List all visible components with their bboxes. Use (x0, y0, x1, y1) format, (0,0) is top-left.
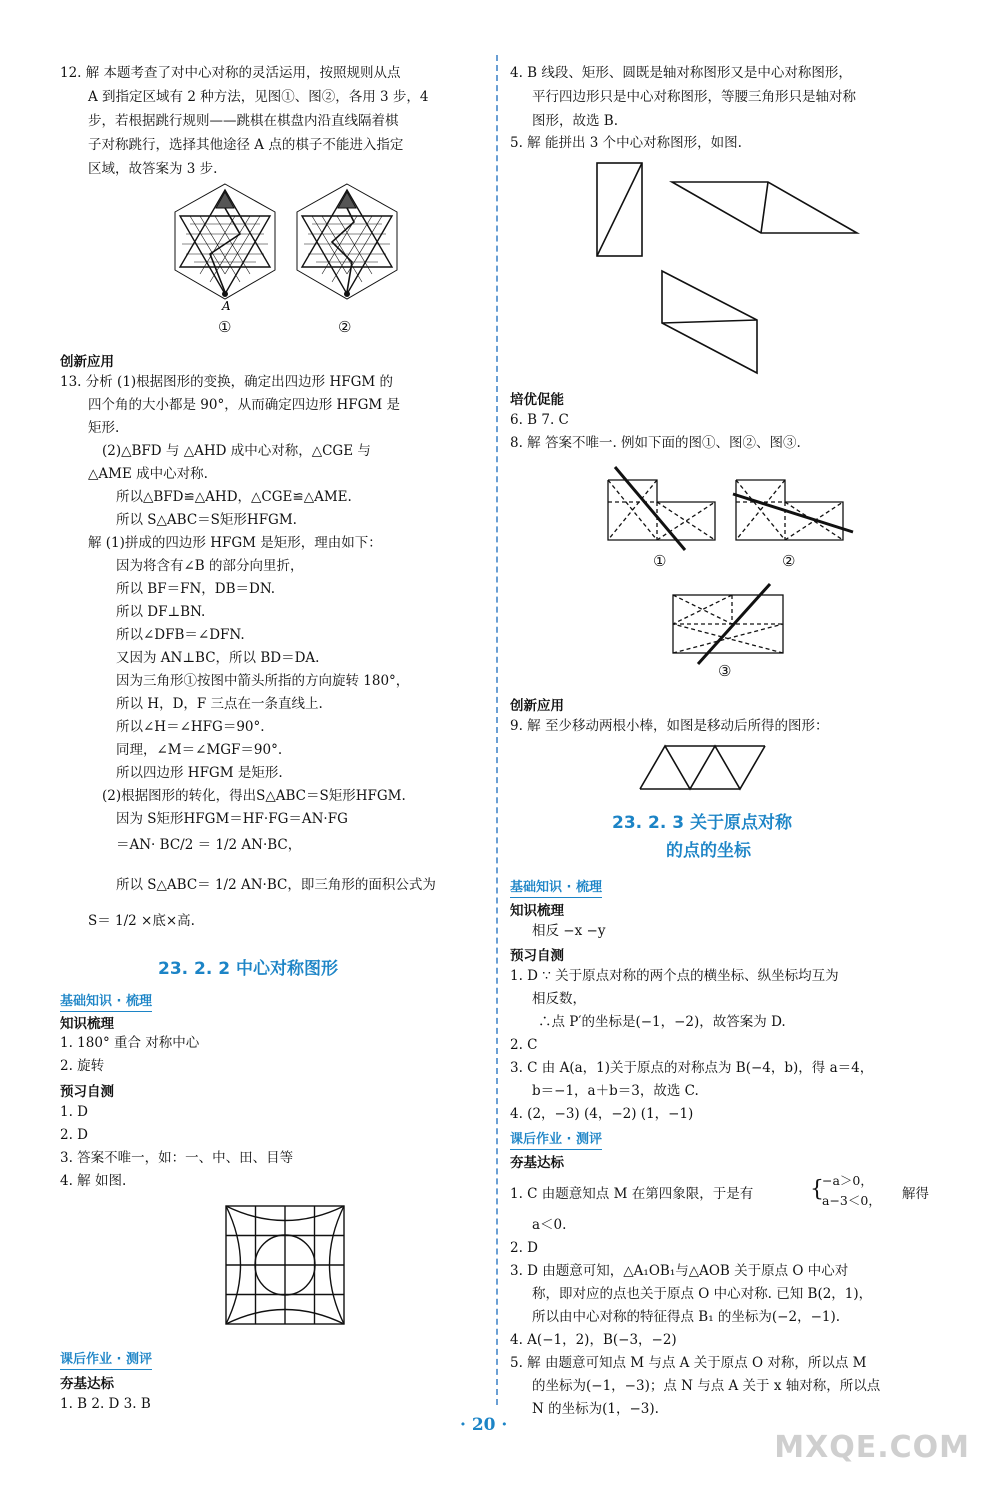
yx-line: 2. D (60, 1127, 88, 1143)
yx-line-r: b＝−1，a＋b＝3，故选 C. (532, 1083, 699, 1099)
q8-figures (605, 462, 865, 682)
yx-line-r: 3. C 由 A(a，1)关于原点的对称点为 B(−4，b)，得 a＝4， (510, 1060, 874, 1076)
section-title-2323-a: 23. 2. 3 关于原点对称 (612, 813, 792, 833)
point-a-label: A (222, 299, 231, 313)
system-line-2: a−3＜0， (822, 1193, 881, 1208)
q13-line: 矩形. (88, 420, 120, 436)
section-title-2323-b: 的点的坐标 (666, 841, 751, 861)
watermark: MXQE.COM (774, 1430, 970, 1465)
r-top-line: 图形，故选 B. (532, 113, 619, 129)
hj-line-r: 3. D 由题意可知，△A₁OB₁与△AOB 关于原点 O 中心对 (510, 1263, 849, 1279)
zs-line: 1. 180° 重合 对称中心 (60, 1035, 200, 1051)
section-title-2322: 23. 2. 2 中心对称图形 (158, 959, 338, 979)
zhishi-title: 知识梳理 (60, 1016, 114, 1032)
q8-figure-2 (733, 480, 853, 540)
q13-line: 四个角的大小都是 90°，从而确定四边形 HFGM 是 (88, 397, 401, 413)
q13-line: 解 (1)拼成的四边形 HFGM 是矩形，理由如下： (88, 535, 382, 551)
hj-line-r: N 的坐标为(1，−3). (532, 1401, 659, 1417)
system-line-1: −a＞0， (822, 1173, 873, 1188)
q13-line: ＝AN· BC/2 ＝ 1/2 AN·BC， (116, 837, 302, 853)
chuangxin-title-r: 创新应用 (510, 698, 564, 714)
q13-line: (2)根据图形的转化，得出S△ABC＝S矩形HFGM. (102, 788, 406, 804)
hj-line-r: 称，即对应的点也关于原点 O 中心对称. 已知 B(2，1)， (532, 1286, 873, 1302)
q13-line: 又因为 AN⊥BC，所以 BD＝DA. (116, 650, 320, 666)
zhishi-title-r: 知识梳理 (510, 903, 564, 919)
q12-line: 区域，故答案为 3 步. (88, 161, 218, 177)
q12-line: 步，若根据跳行规则——跳棋在棋盘内沿直线隔着棋 (88, 113, 399, 129)
q13-line: 13. 分析 (1)根据图形的变换，确定出四边形 HFGM 的 (60, 374, 394, 390)
q8-figure-3 (673, 584, 783, 664)
yx-line-r: 相反数， (532, 991, 586, 1007)
q13-line: 所以∠DFB＝∠DFN. (116, 627, 245, 643)
py-line: 8. 解 答案不唯一. 例如下面的图①、图②、图③. (510, 435, 801, 451)
yx-line: 3. 答案不唯一，如：一、中、田、目等 (60, 1150, 294, 1166)
chuangxin-title: 创新应用 (60, 354, 114, 370)
jichu-title-r: 基础知识 · 梳理 (510, 876, 602, 895)
q13-line: (2)△BFD 与 △AHD 成中心对称，△CGE 与 (102, 443, 371, 459)
kehou-title: 课后作业 · 测评 (60, 1348, 152, 1367)
yx-line-r: 2. C (510, 1037, 538, 1053)
hj-line-r: 1. C 由题意知点 M 在第四象限，于是有 (510, 1186, 754, 1202)
q13-line: 所以 S△ABC＝ 1/2 AN·BC，即三角形的面积公式为 (116, 877, 436, 893)
hj-line-r: 2. D (510, 1240, 538, 1256)
triangle-sticks-figure (638, 742, 778, 792)
q13-line: 同理，∠M＝∠MGF＝90°. (116, 742, 283, 758)
yx-line-r: 4. (2，−3) (4，−2) (1，−1) (510, 1106, 694, 1122)
q12-line: A 到指定区域有 2 种方法，见图①、图②，各用 3 步，4 (88, 89, 429, 105)
py-line: 6. B 7. C (510, 412, 569, 428)
r-top-line: 5. 解 能拼出 3 个中心对称图形，如图. (510, 135, 742, 151)
q12-line: 子对称跳行，选择其他途径 A 点的棋子不能进入指定 (88, 137, 404, 153)
central-symmetric-figure (225, 1205, 345, 1325)
q13-line: 所以四边形 HFGM 是矩形. (116, 765, 283, 781)
yuxi-title: 预习自测 (60, 1084, 114, 1100)
q13-line: 所以△BFD≌△AHD，△CGE≌△AME. (116, 489, 352, 505)
page-number: · 20 · (460, 1415, 508, 1435)
hj-line: 1. B 2. D 3. B (60, 1396, 151, 1412)
q13-line: △AME 成中心对称. (88, 466, 208, 482)
q13-line: 因为将含有∠B 的部分向里折， (116, 558, 304, 574)
checker-board-figures (170, 182, 410, 322)
q9-line: 9. 解 至少移动两根小棒，如图是移动后所得的图形： (510, 718, 829, 734)
hj-line-r: a＜0. (532, 1217, 567, 1233)
zs-line: 2. 旋转 (60, 1058, 105, 1074)
jichu-title: 基础知识 · 梳理 (60, 990, 152, 1009)
q12-line: 12. 解 本题考查了对中心对称的灵活运用，按照规则从点 (60, 65, 401, 81)
r-top-line: 4. B 线段、矩形、圆既是轴对称图形又是中心对称图形， (510, 65, 852, 81)
q13-line: 所以 S△ABC＝S矩形HFGM. (116, 512, 297, 528)
q13-line: 所以 BF＝FN，DB＝DN. (116, 581, 276, 597)
yx-line: 1. D (60, 1104, 88, 1120)
yuxi-title-r: 预习自测 (510, 948, 564, 964)
kehou-title-r: 课后作业 · 测评 (510, 1128, 602, 1147)
hangji-title: 夯基达标 (60, 1376, 114, 1392)
r-top-line: 平行四边形只是中心对称图形，等腰三角形只是轴对称 (532, 89, 856, 105)
yx-line-r: 1. D ∵ 关于原点对称的两个点的横坐标、纵坐标均互为 (510, 968, 839, 984)
q13-line: S＝ 1/2 ×底×高. (88, 913, 195, 929)
hj-line-r: 所以由中心对称的特征得点 B₁ 的坐标为(−2，−1). (532, 1309, 841, 1325)
fig8-caption-3: ③ (718, 662, 732, 680)
yx-line-r: ∴点 P′的坐标是(−1，−2)，故答案为 D. (538, 1014, 786, 1030)
q13-line: 因为三角形①按图中箭头所指的方向旋转 180°， (116, 673, 410, 689)
zs-line-r: 相反 −x −y (532, 923, 606, 939)
brace: { (810, 1177, 824, 1202)
q5-figures (590, 158, 950, 383)
q13-line: 所以 H，D，F 三点在一条直线上. (116, 696, 323, 712)
hj-line-r: 的坐标为(−1，−3)；点 N 与点 A 关于 x 轴对称，所以点 (532, 1378, 881, 1394)
peiyou-title: 培优促能 (510, 392, 564, 408)
hj-line-r: 5. 解 由题意可知点 M 与点 A 关于原点 O 对称，所以点 M (510, 1355, 867, 1371)
q13-line: 所以∠H＝∠HFG＝90°. (116, 719, 265, 735)
q13-line: 所以 DF⊥BN. (116, 604, 206, 620)
fig12-caption-1: ① (218, 318, 232, 336)
checker-board-2 (297, 184, 397, 299)
fig8-caption-1: ① (653, 552, 667, 570)
checker-board-1 (175, 184, 275, 299)
q8-figure-1 (608, 467, 715, 550)
column-separator (496, 55, 498, 1405)
hangji-title-r: 夯基达标 (510, 1155, 564, 1171)
hj-solve: 解得 (902, 1186, 929, 1202)
q13-line: 因为 S矩形HFGM＝HF·FG＝AN·FG (116, 811, 348, 827)
fig12-caption-2: ② (338, 318, 352, 336)
fig8-caption-2: ② (782, 552, 796, 570)
yx-line: 4. 解 如图. (60, 1173, 127, 1189)
hj-line-r: 4. A(−1，2)，B(−3，−2) (510, 1332, 677, 1348)
